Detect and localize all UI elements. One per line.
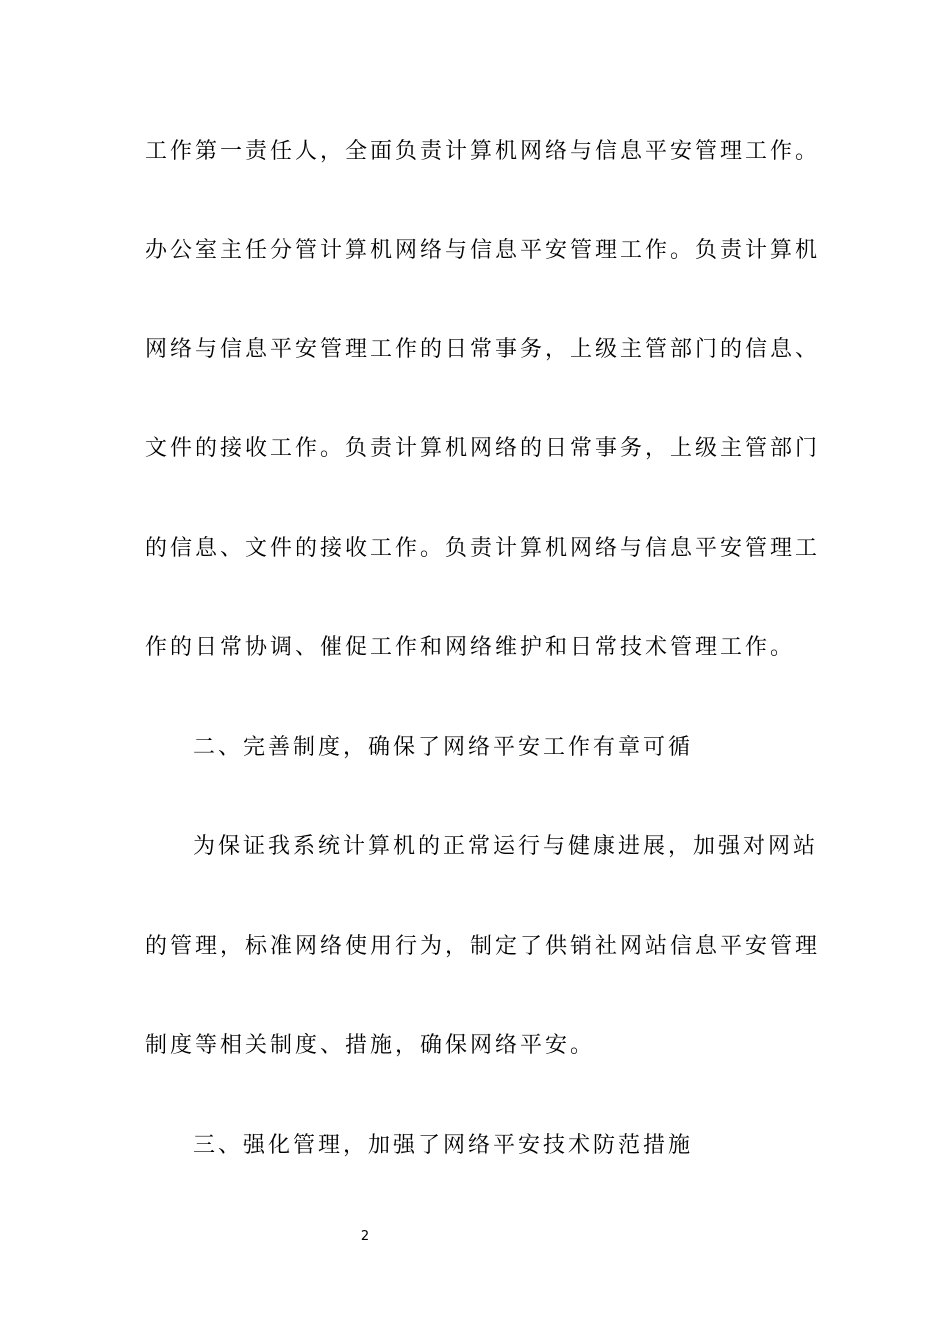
- body-text-line: 为保证我系统计算机的正常运行与健康进展，加强对网站: [193, 834, 819, 859]
- body-text-line: 作的日常协调、催促工作和网络维护和日常技术管理工作。: [145, 635, 796, 660]
- body-text-line: 工作第一责任人，全面负责计算机网络与信息平安管理工作。: [145, 139, 821, 164]
- section-heading-2: 二、完善制度，确保了网络平安工作有章可循: [193, 735, 694, 760]
- body-text-line: 的信息、文件的接收工作。负责计算机网络与信息平安管理工: [145, 536, 821, 561]
- section-heading-3: 三、强化管理，加强了网络平安技术防范措施: [193, 1133, 694, 1158]
- body-text-line: 办公室主任分管计算机网络与信息平安管理工作。负责计算机: [145, 238, 821, 263]
- body-text-line: 文件的接收工作。负责计算机网络的日常事务，上级主管部门: [145, 436, 821, 461]
- page-number: 2: [360, 1229, 370, 1244]
- body-text-line: 制度等相关制度、措施，确保网络平安。: [145, 1033, 596, 1058]
- body-text-line: 网络与信息平安管理工作的日常事务，上级主管部门的信息、: [145, 337, 821, 362]
- body-text-line: 的管理，标准网络使用行为，制定了供销社网站信息平安管理: [145, 934, 821, 959]
